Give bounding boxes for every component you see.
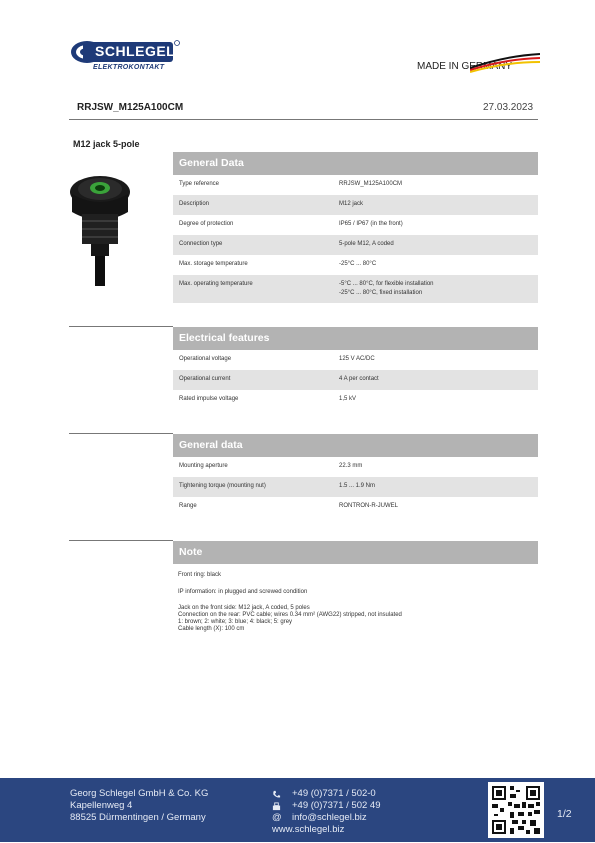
row-value: RONTRON-R-JUWEL: [339, 503, 398, 509]
row-label: Tightening torque (mounting nut): [179, 483, 266, 489]
row-value: 1,5 kV: [339, 396, 357, 402]
footer-street: Kapellenweg 4: [70, 800, 133, 811]
document-date: 27.03.2023: [483, 102, 534, 113]
logo-subtitle: ELEKTROKONTAKT: [93, 64, 165, 71]
german-flag-stripes: [470, 52, 540, 74]
footer-company: Georg Schlegel GmbH & Co. KG: [70, 788, 209, 799]
row-label: Type reference: [179, 181, 220, 187]
qr-code-pattern: [488, 782, 544, 838]
footer-city: 88525 Dürmentingen / Germany: [70, 812, 206, 823]
note-paragraph: Jack on the front side: M12 jack, A coded, 5 poles Connection on the rear: PVC cable; wires 0.34 mm² (AWG22) stripped, not insulated 1: brown; 2: white; 3: blue; 4: black; 5: grey Cable length (X): 100 cm: [178, 605, 402, 632]
fax-icon: [272, 802, 281, 811]
row-value: RRJSW_M125A100CM: [339, 181, 403, 187]
product-image: [64, 170, 136, 290]
section-electrical-header: Electrical features: [173, 327, 538, 350]
row-label: Operational voltage: [179, 356, 232, 362]
section-general-data-header: General Data: [173, 152, 538, 175]
row-label: Degree of protection: [179, 221, 234, 227]
logo-name: SCHLEGEL: [95, 43, 176, 59]
row-value: -25°C ... 80°C: [339, 261, 377, 267]
table-row: [173, 370, 538, 390]
row-label: Mounting aperture: [179, 463, 228, 469]
table-row: [173, 390, 538, 410]
table-row: [173, 457, 538, 477]
document-id: RRJSW_M125A100CM: [77, 102, 184, 113]
row-value: 22.3 mm: [339, 463, 363, 469]
note-paragraph: IP information: in plugged and screwed condition: [178, 589, 308, 595]
company-logo: [69, 38, 189, 72]
row-label: Max. storage temperature: [179, 261, 248, 267]
section-divider: [69, 540, 173, 541]
row-value: IP65 / IP67 (in the front): [339, 221, 403, 227]
row-label: Rated impulse voltage: [179, 396, 239, 402]
footer-phone[interactable]: +49 (0)7371 / 502-0: [292, 788, 376, 799]
table-row: [173, 195, 538, 215]
row-value: -5°C ... 80°C, for flexible installation: [339, 281, 434, 287]
section-note-header: Note: [173, 541, 538, 564]
table-row: [173, 350, 538, 370]
section-divider: [69, 326, 173, 327]
table-row: [173, 175, 538, 195]
product-title: M12 jack 5-pole: [73, 139, 140, 149]
made-in-germany: MADE IN GERMANY: [417, 61, 513, 72]
table-row: [173, 235, 538, 255]
note-paragraph: Front ring: black: [178, 572, 222, 578]
phone-icon: [272, 790, 281, 799]
at-icon: @: [272, 812, 282, 823]
footer-email[interactable]: info@schlegel.biz: [292, 812, 367, 823]
table-row: [173, 477, 538, 497]
qr-code: [488, 782, 544, 838]
section-general-data-2-header: General data: [173, 434, 538, 457]
row-label: Operational current: [179, 376, 231, 382]
row-value: 1.5 ... 1.9 Nm: [339, 483, 376, 489]
section-divider: [69, 433, 173, 434]
footer: [0, 778, 595, 842]
row-value-line2: -25°C ... 80°C, fixed installation: [339, 290, 423, 296]
table-row: [173, 275, 538, 303]
footer-fax: +49 (0)7371 / 502 49: [292, 800, 381, 811]
table-row: [173, 497, 538, 517]
row-label: Max. operating temperature: [179, 281, 253, 287]
row-value: M12 jack: [339, 201, 364, 207]
row-label: Description: [179, 201, 210, 207]
table-row: [173, 255, 538, 275]
row-value: 125 V AC/DC: [339, 356, 375, 362]
row-value: 4 A per contact: [339, 376, 379, 382]
page-number: 1/2: [557, 808, 572, 820]
footer-website[interactable]: www.schlegel.biz: [272, 824, 345, 835]
row-value: 5-pole M12, A coded: [339, 241, 394, 247]
row-label: Range: [179, 503, 197, 509]
header-divider: [69, 119, 538, 120]
row-label: Connection type: [179, 241, 223, 247]
table-row: [173, 215, 538, 235]
